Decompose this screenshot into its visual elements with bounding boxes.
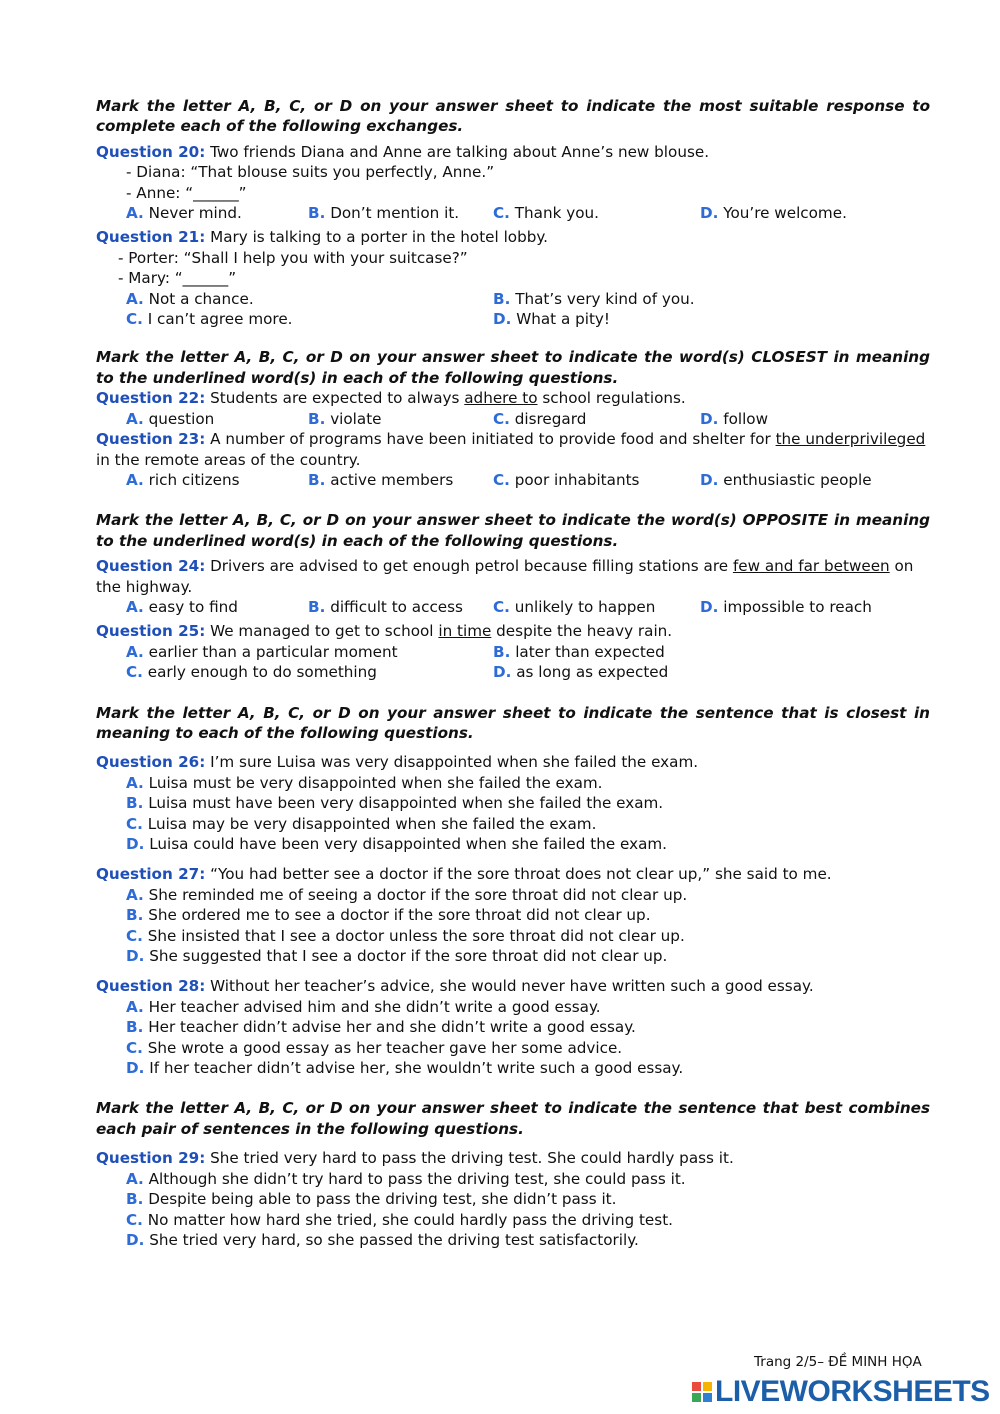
option-letter: B. (493, 642, 511, 661)
option-b[interactable] (126, 1189, 930, 1209)
option-text: Luisa must be very disappointed when she failed the exam. (148, 773, 603, 792)
option-letter: D. (700, 597, 719, 616)
option-a[interactable] (126, 1169, 930, 1189)
option-letter: C. (126, 926, 143, 945)
option-letter: A. (126, 773, 144, 792)
option-d[interactable] (126, 946, 930, 966)
option-a[interactable] (126, 289, 493, 309)
option-letter: C. (126, 814, 143, 833)
option-letter: D. (126, 835, 145, 853)
option-text: Although she didn’t try hard to pass the driving test, she could pass it. (148, 1169, 686, 1188)
question-21 (96, 227, 930, 247)
question-29 (96, 1148, 930, 1168)
option-c[interactable] (126, 814, 930, 834)
option-text: Thank you. (514, 204, 599, 223)
option-text: Never mind. (148, 204, 242, 223)
option-text: She reminded me of seeing a doctor if the sore throat did not clear up. (148, 885, 688, 904)
options-q21 (96, 289, 930, 330)
option-text: impossible to reach (723, 597, 872, 616)
option-a[interactable] (126, 997, 930, 1017)
option-text: She tried very hard, so she passed the driving test satisfactorily. (149, 1230, 639, 1249)
dialogue-line: - Diana: “That blouse suits you perfectly, Anne.” (126, 163, 495, 182)
question-25 (96, 621, 930, 641)
option-letter: C. (126, 663, 143, 682)
question-label: Question 29: (96, 1149, 206, 1168)
question-label: Question 28: (96, 977, 206, 996)
option-b[interactable] (493, 642, 923, 662)
liveworksheets-logo[interactable] (692, 1375, 990, 1408)
question-text: “You had better see a doctor if the sore throat does not clear up,” she said to me. (210, 865, 832, 884)
option-d[interactable] (126, 834, 930, 854)
options-q23 (96, 470, 930, 490)
options-q20 (96, 203, 930, 223)
option-text: That’s very kind of you. (515, 289, 695, 308)
page-footer: Trang 2/5– ĐỀ MINH HỌA (754, 1354, 922, 1370)
underlined-word: in time (438, 622, 492, 641)
option-letter: A. (126, 1169, 144, 1188)
option-c[interactable] (126, 926, 930, 946)
option-c[interactable] (493, 409, 700, 429)
options-q28 (96, 997, 930, 1079)
dialogue-line: - Anne: “______” (126, 183, 247, 202)
option-letter: D. (700, 470, 719, 489)
section-instruction-combines: Mark the letter A, B, C, or D on your answer sheet to indicate the sentence that best combines each pair of sentences in the following questions. (96, 1099, 930, 1138)
option-text: violate (330, 409, 382, 428)
underlined-word: the underprivileged (775, 430, 926, 449)
worksheet-page (96, 96, 930, 1250)
option-a[interactable] (126, 409, 308, 429)
option-text: Luisa must have been very disappointed when she failed the exam. (148, 794, 664, 813)
question-text: She tried very hard to pass the driving test. She could hardly pass it. (210, 1149, 734, 1168)
section-instruction-closest-sentence: Mark the letter A, B, C, or D on your answer sheet to indicate the sentence that is closest in meaning to each of the following questions. (96, 703, 930, 742)
question-label: Question 24: (96, 557, 206, 576)
question-23 (96, 429, 930, 470)
option-letter: C. (126, 1210, 143, 1229)
option-letter: C. (126, 1038, 143, 1057)
option-letter: B. (308, 597, 326, 616)
option-letter: D. (700, 409, 719, 428)
question-text: on the highway. (96, 557, 914, 596)
question-text: Two friends Diana and Anne are talking about Anne’s new blouse. (210, 142, 710, 161)
option-text: active members (330, 470, 454, 489)
option-letter: D. (493, 663, 512, 682)
option-text: Not a chance. (148, 289, 254, 308)
option-d[interactable] (126, 1058, 930, 1078)
option-text: Luisa may be very disappointed when she failed the exam. (147, 814, 597, 833)
question-24 (96, 556, 930, 597)
option-a[interactable] (126, 885, 930, 905)
option-letter: B. (126, 1190, 144, 1209)
logo-grid-icon (692, 1382, 712, 1402)
option-a[interactable] (126, 470, 308, 490)
option-letter: D. (126, 1230, 145, 1249)
option-text: rich citizens (148, 470, 240, 489)
option-text: later than expected (515, 642, 665, 661)
option-letter: C. (126, 310, 143, 329)
option-text: I can’t agree more. (147, 310, 293, 329)
option-letter: A. (126, 997, 144, 1016)
option-letter: D. (493, 310, 512, 329)
option-d[interactable] (700, 470, 872, 490)
option-b[interactable] (308, 409, 493, 429)
option-a[interactable] (126, 642, 493, 662)
option-letter: A. (126, 597, 144, 616)
option-letter: A. (126, 409, 144, 428)
option-letter: B. (126, 906, 144, 925)
option-c[interactable] (126, 662, 493, 682)
question-label: Question 26: (96, 753, 206, 772)
option-letter: A. (126, 642, 144, 661)
option-text: She ordered me to see a doctor if the sore throat did not clear up. (148, 906, 651, 925)
option-d[interactable] (700, 203, 847, 223)
option-d[interactable] (493, 662, 923, 682)
option-b[interactable] (126, 905, 930, 925)
question-label: Question 21: (96, 228, 206, 247)
option-text: as long as expected (516, 663, 669, 682)
question-text: in the remote areas of the country. (96, 450, 361, 469)
option-text: difficult to access (330, 597, 463, 616)
option-letter: D. (126, 1059, 145, 1078)
option-letter: A. (126, 885, 144, 904)
question-text: A number of programs have been initiated to provide food and shelter for (210, 430, 776, 449)
option-c[interactable] (126, 309, 493, 329)
logo-text: LIVEWORKSHEETS (715, 1375, 990, 1408)
dialogue-line: - Porter: “Shall I help you with your suitcase?” (118, 248, 468, 267)
option-letter: A. (126, 470, 144, 489)
option-text: earlier than a particular moment (148, 642, 398, 661)
option-text: disregard (514, 409, 587, 428)
options-q26 (96, 773, 930, 855)
option-letter: B. (126, 794, 144, 813)
option-b[interactable] (308, 470, 493, 490)
option-text: unlikely to happen (514, 597, 656, 616)
option-text: Despite being able to pass the driving test, she didn’t pass it. (148, 1190, 617, 1209)
option-c[interactable] (493, 203, 700, 223)
section-instruction-exchanges: Mark the letter A, B, C, or D on your answer sheet to indicate the most suitable response to complete each of the following exchanges. (96, 97, 930, 136)
option-text: Luisa could have been very disappointed when she failed the exam. (149, 835, 667, 853)
option-text: easy to find (148, 597, 238, 616)
option-text: question (148, 409, 215, 428)
option-b[interactable] (493, 289, 923, 309)
option-letter: A. (126, 289, 144, 308)
question-label: Question 23: (96, 430, 206, 449)
options-q24 (96, 597, 930, 617)
question-27 (96, 864, 930, 884)
option-text: No matter how hard she tried, she could hardly pass the driving test. (147, 1210, 673, 1229)
option-letter: D. (700, 204, 719, 223)
option-c[interactable] (126, 1210, 930, 1230)
question-text: Mary is talking to a porter in the hotel lobby. (210, 228, 549, 247)
option-letter: A. (126, 204, 144, 223)
option-c[interactable] (493, 470, 700, 490)
option-text: If her teacher didn’t advise her, she wouldn’t write such a good essay. (149, 1059, 684, 1078)
option-d[interactable] (700, 597, 872, 617)
option-text: early enough to do something (147, 663, 377, 682)
option-b[interactable] (308, 203, 493, 223)
option-text: follow (723, 409, 769, 428)
option-letter: C. (493, 204, 510, 223)
question-label: Question 22: (96, 389, 206, 408)
question-text: school regulations. (537, 389, 686, 408)
section-instruction-closest: Mark the letter A, B, C, or D on your answer sheet to indicate the word(s) CLOSEST in meaning to the underlined word(s) in each of the following questions. (96, 348, 930, 387)
question-text: We managed to get to school (210, 622, 439, 641)
question-text: Students are expected to always (210, 389, 465, 408)
question-22 (96, 388, 930, 408)
question-label: Question 20: (96, 142, 206, 161)
option-text: enthusiastic people (723, 470, 872, 489)
option-letter: C. (493, 597, 510, 616)
section-instruction-opposite: Mark the letter A, B, C, or D on your answer sheet to indicate the word(s) OPPOSITE in meaning to the underlined word(s) in each of the following questions. (96, 511, 930, 550)
option-text: You’re welcome. (723, 204, 847, 223)
option-b[interactable] (126, 1017, 930, 1037)
options-q27 (96, 885, 930, 967)
options-q25 (96, 642, 930, 683)
option-a[interactable] (126, 203, 308, 223)
question-label: Question 27: (96, 865, 206, 884)
underlined-word: adhere to (464, 389, 538, 408)
option-a[interactable] (126, 597, 308, 617)
option-c[interactable] (126, 1038, 930, 1058)
option-letter: B. (126, 1018, 144, 1037)
dialogue-line: - Mary: “______” (118, 269, 237, 288)
option-text: What a pity! (516, 310, 610, 329)
question-text: Drivers are advised to get enough petrol because filling stations are (210, 557, 733, 576)
options-q29 (96, 1169, 930, 1251)
question-text: despite the heavy rain. (491, 622, 673, 641)
option-text: She suggested that I see a doctor if the sore throat did not clear up. (149, 947, 668, 966)
option-letter: B. (493, 289, 511, 308)
option-letter: D. (126, 947, 145, 966)
option-text: Her teacher didn’t advise her and she didn’t write a good essay. (148, 1018, 636, 1037)
option-a[interactable] (126, 773, 930, 793)
option-d[interactable] (493, 309, 923, 329)
option-letter: B. (308, 204, 326, 223)
question-26 (96, 752, 930, 772)
option-text: Her teacher advised him and she didn’t write a good essay. (148, 997, 601, 1016)
options-q22 (96, 409, 930, 429)
option-d[interactable] (700, 409, 768, 429)
question-text: I’m sure Luisa was very disappointed when she failed the exam. (210, 753, 699, 772)
option-text: poor inhabitants (514, 470, 640, 489)
option-letter: C. (493, 409, 510, 428)
question-28 (96, 976, 930, 996)
option-text: She insisted that I see a doctor unless the sore throat did not clear up. (147, 926, 685, 945)
question-label: Question 25: (96, 622, 206, 641)
option-letter: C. (493, 470, 510, 489)
underlined-word: few and far between (732, 557, 890, 576)
question-20 (96, 142, 930, 162)
option-c[interactable] (493, 597, 700, 617)
option-text: She wrote a good essay as her teacher gave her some advice. (147, 1038, 623, 1057)
option-d[interactable] (126, 1230, 930, 1250)
option-letter: B. (308, 470, 326, 489)
option-letter: B. (308, 409, 326, 428)
option-b[interactable] (126, 793, 930, 813)
option-text: Don’t mention it. (330, 204, 460, 223)
question-text: Without her teacher’s advice, she would never have written such a good essay. (210, 977, 814, 996)
option-b[interactable] (308, 597, 493, 617)
